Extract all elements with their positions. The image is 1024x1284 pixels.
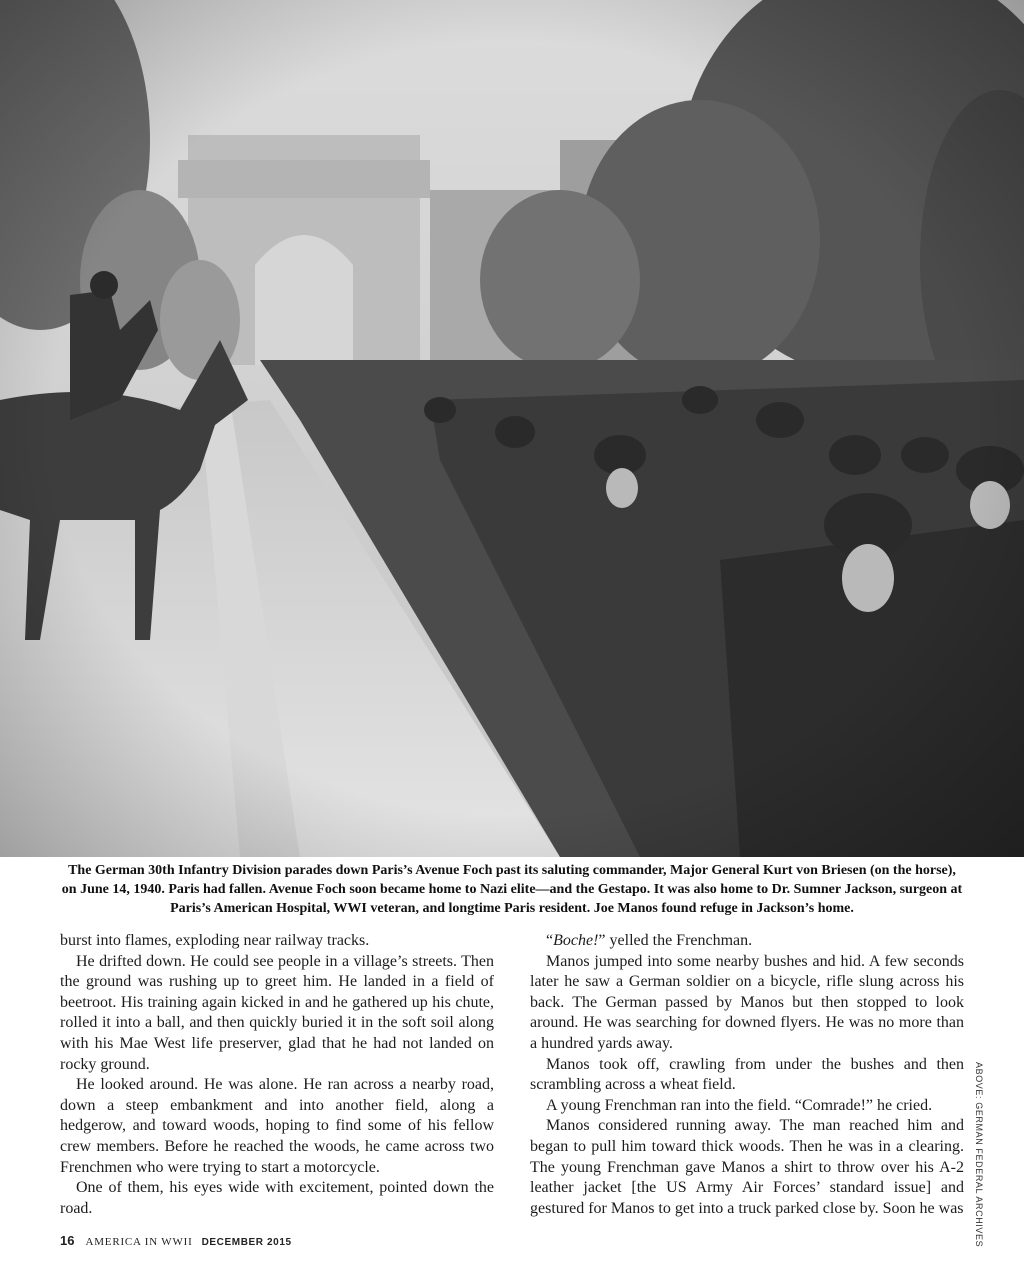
- issue-date: DECEMBER 2015: [201, 1237, 292, 1248]
- exclamation-boche: Boche!: [553, 932, 599, 949]
- photo-credit-text: ABOVE: GERMAN FEDERAL ARCHIVES: [974, 1062, 984, 1248]
- paragraph: One of them, his eyes wide with excitement, pointed down the road.: [60, 1179, 494, 1217]
- photo-caption: The German 30th Infantry Division parades down Paris’s Avenue Foch past its saluting commander, Major General Kurt von Briesen (on the horse), on June 14, 1940. Paris had fallen. Avenue Foch soon became home to Nazi elite—and the Gestapo. It was also home to Dr. Sumner Jackson, surgeon at Paris’s American Hospital, WWI veteran, and longtime Paris resident. Joe Manos found refuge in Jackson’s home.: [61, 863, 963, 916]
- paragraph: Manos jumped into some nearby bushes and hid. A few seconds later he saw a German soldier on a bicycle, rifle slung across his back. The German passed by Manos but then stopped to look around. He was searching for downed flyers. He was no more than a hundred yards away.: [530, 952, 964, 1052]
- paragraph-opening-rest: yelled the Frenchman.: [605, 932, 753, 949]
- paragraph-opening: “Boche!” yelled the Frenchman.: [546, 932, 753, 949]
- paragraph: He drifted down. He could see people in a village’s streets. Then the ground was rushing up to greet him. He landed in a field of beetroot. His training again kicked in and he gathered up his chute, rolled it into a ball, and then quickly buried it in the soft soil along with his Mae West life preserver, glad that he had not landed on rocky ground.: [60, 952, 494, 1073]
- page-footer: [60, 1233, 292, 1249]
- magazine-name: AMERICA IN WWII: [85, 1236, 193, 1248]
- article-column-left: [60, 931, 494, 1219]
- page-number: 16: [60, 1233, 75, 1248]
- paragraph: Manos took off, crawling from under the bushes and then scrambling across a wheat field.: [530, 1055, 964, 1094]
- paragraph: A young Frenchman ran into the field. “Comrade!” he cried.: [546, 1096, 933, 1114]
- photo-credit: [972, 1062, 986, 1248]
- paragraph: Manos considered running away. The man reached him and began to pull him toward thick woods. Then he was in a clearing. The young Frenchman gave Manos a shirt to throw over his A-2 leather jacket [the US Army Air Forces’ standard issue] and gestured for Manos to get into a truck parked close by. Soon he was: [530, 1117, 964, 1217]
- paragraph: burst into flames, exploding near railway tracks.: [60, 932, 370, 949]
- article-column-right: [530, 931, 964, 1219]
- paragraph: He looked around. He was alone. He ran across a nearby road, down a steep embankment and into another field, along a hedgerow, and toward woods, hoping to find some of his fellow crew members. Before he reached the woods, he came across two Frenchmen who were trying to start a motorcycle.: [60, 1076, 494, 1176]
